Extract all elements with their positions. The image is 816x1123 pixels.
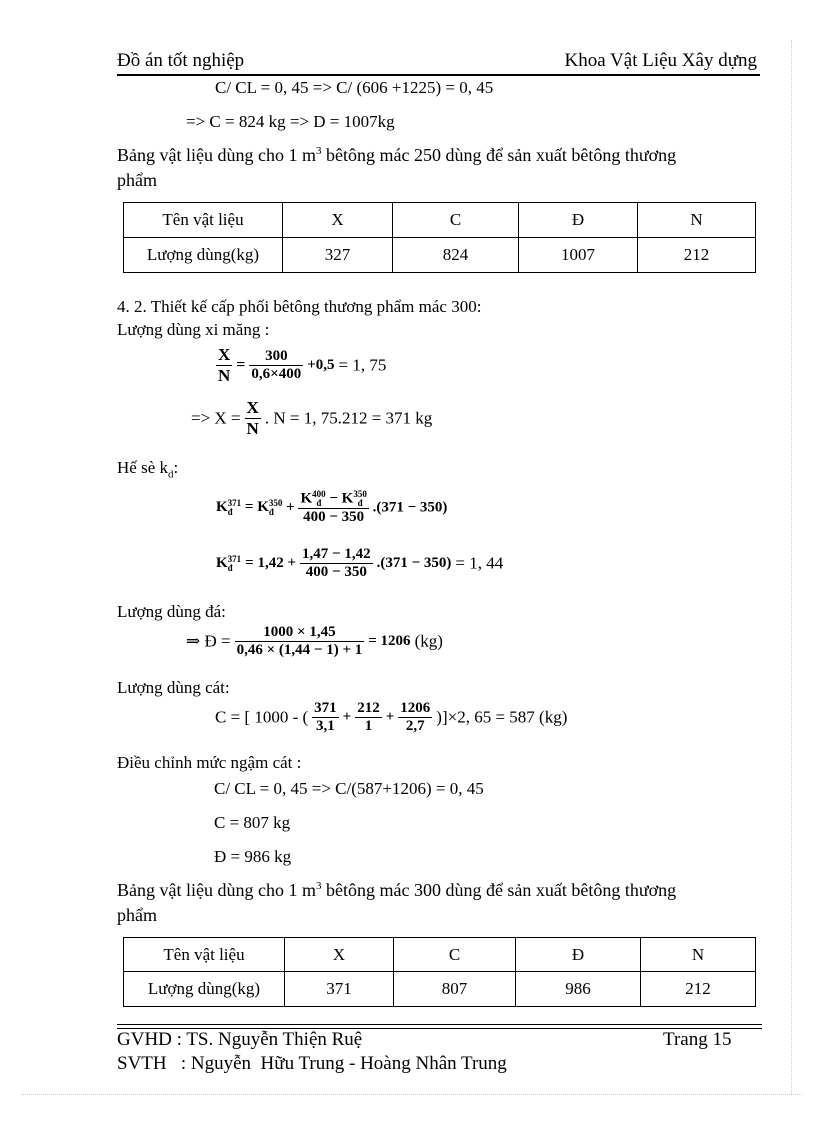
table-cell: 212 xyxy=(638,238,756,273)
caption-table1-cont: phẩm xyxy=(117,170,157,190)
material-table-300 xyxy=(123,937,756,1007)
table-cell: 1007 xyxy=(519,238,638,273)
footer-svth: SVTH : Nguyễn Hữu Trung - Hoàng Nhân Trung xyxy=(117,1053,507,1074)
table-cell: Đ xyxy=(516,938,641,972)
table-cell: 986 xyxy=(516,972,641,1007)
adjust-label: Điều chỉnh mức ngậm cát : xyxy=(117,753,302,772)
sand-label: Lượng dùng cát: xyxy=(117,678,230,697)
adjust-line-1: C/ CL = 0, 45 => C/(587+1206) = 0, 45 xyxy=(214,779,484,798)
caption-table1: Bảng vật liệu dùng cho 1 $m^3$ bêtông mác 250 dùng để sản xuất bêtông thương xyxy=(117,145,677,165)
table-cell: Tên vật liệu xyxy=(124,203,283,238)
header-left: Đồ án tốt nghiệp xyxy=(117,50,245,71)
table-cell: 824 xyxy=(393,238,519,273)
table-cell: Đ xyxy=(519,203,638,238)
table-row xyxy=(124,238,756,273)
footer-gvhd: GVHD : TS. Nguyễn Thiện Ruệ xyxy=(117,1029,363,1050)
table-cell: Lượng dùng(kg) xyxy=(124,238,283,273)
stone-label: Lượng dùng đá: xyxy=(117,602,226,621)
table-cell: X xyxy=(285,938,394,972)
table-cell: Tên vật liệu xyxy=(124,938,285,972)
table-cell: Lượng dùng(kg) xyxy=(124,972,285,1007)
line-cl-ratio: C/ CL = 0, 45 => C/ (606 +1225) = 0, 45 xyxy=(215,78,494,97)
table-cell: 807 xyxy=(394,972,516,1007)
footer-rule-top xyxy=(117,1024,762,1025)
table-cell: X xyxy=(283,203,393,238)
section-heading: 4. 2. Thiết kế cấp phối bêtông thương phẩm mác 300: xyxy=(117,297,482,316)
stone-formula: ⇒ Đ = $\frac{1000 \times 1,45}{0,46 \times (1,44 - 1) + 1}$ = 1206 (kg) xyxy=(186,624,443,658)
header-rule xyxy=(117,74,760,76)
table-header-row xyxy=(124,938,756,972)
caption-table2: Bảng vật liệu dùng cho 1 $m^3$ bêtông mác 300 dùng để sản xuất bêtông thương xyxy=(117,880,677,900)
table-cell: N xyxy=(638,203,756,238)
table-cell: 327 xyxy=(283,238,393,273)
table-cell: 371 xyxy=(285,972,394,1007)
table-header-row xyxy=(124,203,756,238)
caption-table2-cont: phẩm xyxy=(117,905,157,925)
cement-label: Lượng dùng xi măng : xyxy=(117,320,270,339)
header-right: Khoa Vật Liệu Xây dựng xyxy=(564,50,757,71)
kd-formula-numeric: K 371 đ = 1,42 + $\frac{1,47 - 1,42}{400 - 350}$ .(371 − 350) = 1, 44 xyxy=(216,546,504,580)
table-cell: N xyxy=(641,938,756,972)
footer-page-number: Trang 15 xyxy=(663,1029,732,1050)
page-border-right xyxy=(791,40,792,1094)
adjust-line-2: C = 807 kg xyxy=(214,813,291,832)
x-calc-formula: => X = $\frac{X}{N}$ . N = 1, 75.212 = 371 kg xyxy=(191,398,433,438)
material-table-250 xyxy=(123,202,756,273)
line-c-d-result: => C = 824 kg => D = 1007kg xyxy=(186,112,395,131)
adjust-line-3: Đ = 986 kg xyxy=(214,847,292,866)
sand-formula: C = [ 1000 - ( $\frac{371}{3,1}$ + $\frac{212}{1}$ + $\frac{1206}{2,7}$ )]×2, 65 = 587 (kg) xyxy=(215,700,568,734)
page-header xyxy=(117,50,757,74)
table-cell: 212 xyxy=(641,972,756,1007)
page-border-bottom xyxy=(22,1094,802,1095)
table-row xyxy=(124,972,756,1007)
table-cell: C xyxy=(393,203,519,238)
kd-formula-general: K 371 đ = K 350 đ + K 400 đ − K 350 đ 400 − 350 .(371 − 350) xyxy=(216,489,448,525)
kd-label: Hế sè $k_d$: xyxy=(117,458,179,481)
table-cell: C xyxy=(394,938,516,972)
xn-formula: $\frac{X}{N}$ = $\frac{300}{0,6\times 400}$ +0,5 = 1, 75 xyxy=(218,345,387,385)
